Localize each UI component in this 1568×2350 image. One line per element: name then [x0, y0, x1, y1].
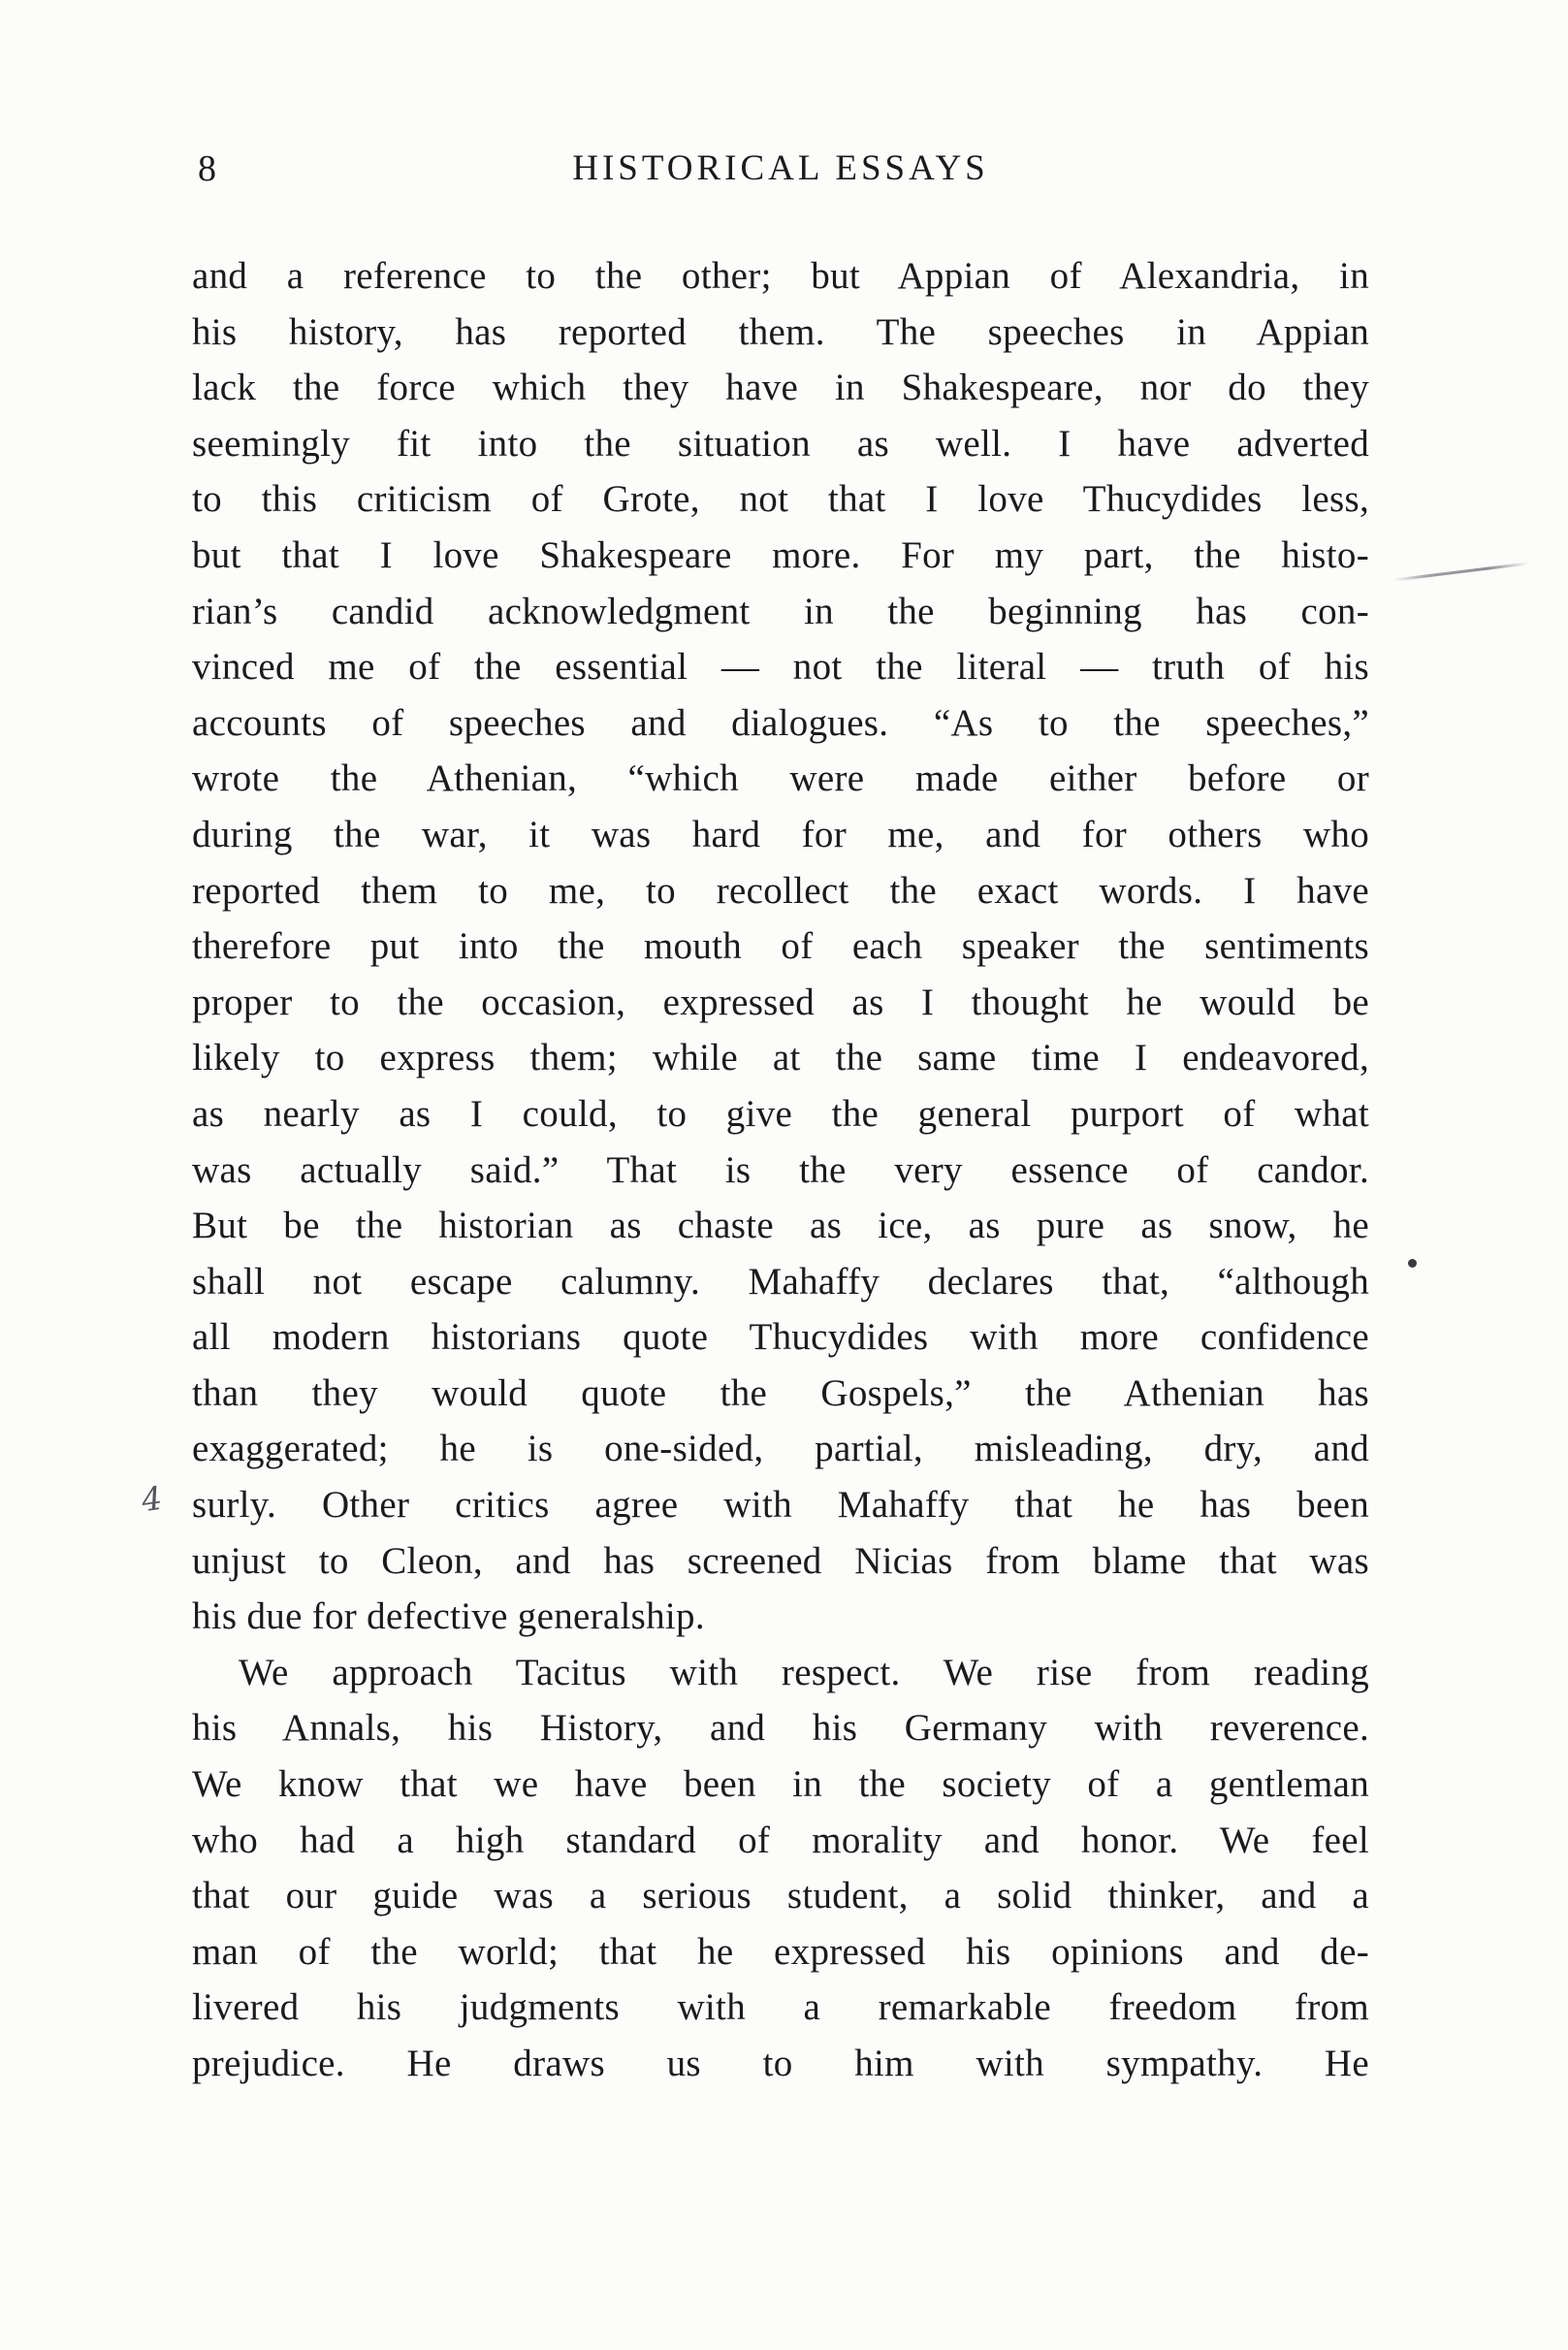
text-line: reported them to me, to recollect the exact words. I have — [192, 869, 1369, 912]
text-line: vinced me of the essential — not the literal — truth of his — [192, 646, 1369, 689]
text-line: but that I love Shakespeare more. For my part, the histo- — [192, 533, 1369, 576]
text-line: rian’s candid acknowledgment in the beginning has con- — [192, 590, 1369, 632]
text-line: But be the historian as chaste as ice, as pure as snow, he — [192, 1205, 1369, 1247]
text-line: wrote the Athenian, “which were made either before or — [192, 757, 1369, 800]
text-line: his history, has reported them. The speeches in Appian — [192, 310, 1369, 353]
text-line: prejudice. He draws us to him with sympathy. He — [192, 2043, 1369, 2084]
body-paragraph-1 — [192, 248, 1369, 1645]
text-line: man of the world; that he expressed his opinions and de- — [192, 1930, 1369, 1973]
text-line: surly. Other critics agree with Mahaffy that he has been — [192, 1484, 1369, 1527]
text-line: seemingly fit into the situation as well. I have adverted — [192, 422, 1369, 465]
text-line: livered his judgments with a remarkable freedom from — [192, 1986, 1369, 2029]
text-line: proper to the occasion, expressed as I thought he would be — [192, 981, 1369, 1023]
page-header-row — [192, 145, 1369, 194]
text-line: who had a high standard of morality and honor. We feel — [192, 1819, 1369, 1861]
text-line: as nearly as I could, to give the general purport of what — [192, 1092, 1369, 1135]
text-line: his Annals, his History, and his Germany with reverence. — [192, 1707, 1369, 1750]
margin-scratch-line — [1393, 562, 1528, 581]
running-title: HISTORICAL ESSAYS — [572, 148, 989, 188]
text-line: that our guide was a serious student, a solid thinker, and a — [192, 1875, 1369, 1917]
text-line: his due for defective generalship. — [192, 1595, 705, 1638]
text-line: was actually said.” That is the very essence of candor. — [192, 1148, 1369, 1191]
text-line: We approach Tacitus with respect. We rise from reading — [239, 1651, 1369, 1693]
text-line: exaggerated; he is one-sided, partial, misleading, dry, and — [192, 1428, 1369, 1470]
page-body — [192, 248, 1369, 2092]
text-block — [192, 145, 1369, 2092]
text-line: therefore put into the mouth of each speaker the sentiments — [192, 925, 1369, 968]
text-line: during the war, it was hard for me, and for others who — [192, 813, 1369, 855]
text-line: and a reference to the other; but Appian of Alexandria, in — [192, 255, 1369, 297]
text-line: likely to express them; while at the same time I endeavored, — [192, 1037, 1369, 1079]
text-line: We know that we have been in the society of a gentleman — [192, 1763, 1369, 1806]
text-line: shall not escape calumny. Mahaffy declares that, “although — [192, 1260, 1369, 1303]
text-line: accounts of speeches and dialogues. “As to the speeches,” — [192, 701, 1369, 744]
text-line: unjust to Cleon, and has screened Nicias from blame that was — [192, 1539, 1369, 1582]
body-paragraph-2 — [192, 1645, 1369, 2092]
text-line: lack the force which they have in Shakespeare, nor do they — [192, 367, 1369, 409]
margin-dot — [1408, 1259, 1417, 1268]
page-number: 8 — [198, 148, 216, 189]
text-line: than they would quote the Gospels,” the Athenian has — [192, 1371, 1369, 1414]
text-line: all modern historians quote Thucydides with more confidence — [192, 1316, 1369, 1359]
margin-pencil-mark: 4 — [139, 1478, 165, 1520]
text-line: to this criticism of Grote, not that I love Thucydides less, — [192, 478, 1369, 521]
